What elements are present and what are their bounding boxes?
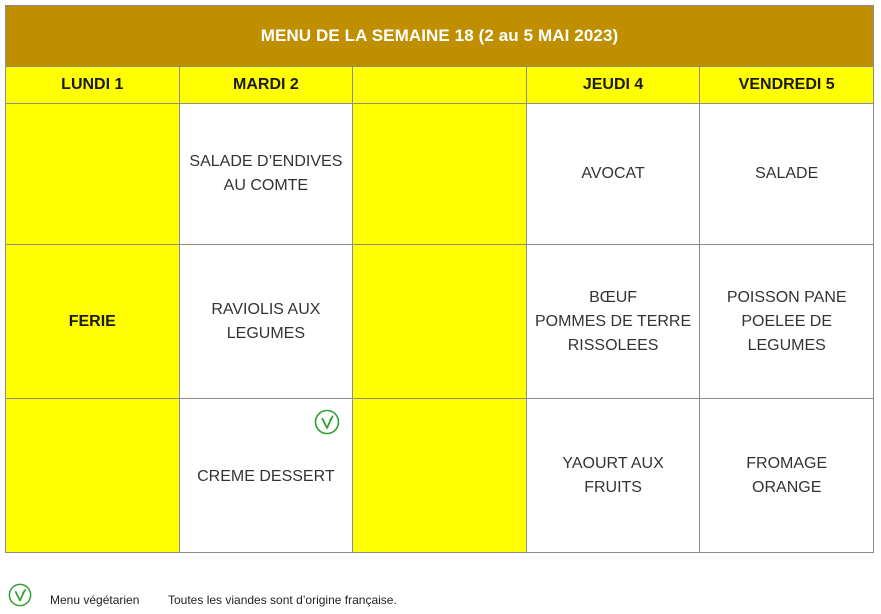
cell-mercredi-dessert <box>353 399 527 553</box>
day-header-jeudi: JEUDI 4 <box>526 67 700 103</box>
menu-line: POISSON PANE <box>726 288 847 306</box>
day-header-lundi: LUNDI 1 <box>6 67 180 103</box>
menu-line: BŒUF <box>589 288 638 306</box>
menu-line: POELEE DE <box>741 312 833 330</box>
menu-line: YAOURT AUX <box>562 454 664 472</box>
cell-vendredi-plat <box>700 245 874 399</box>
menu-line: LEGUMES <box>226 324 306 342</box>
cell-lundi-entree <box>6 103 180 245</box>
veg-cell-wrap <box>180 399 353 552</box>
day-header-mercredi <box>353 67 527 103</box>
menu-line: SALADE <box>755 164 819 182</box>
vegetarian-icon <box>314 409 340 435</box>
menu-line: RAVIOLIS AUX <box>211 300 321 318</box>
cell-lundi-dessert <box>6 399 180 553</box>
menu-line: FROMAGE <box>746 454 828 472</box>
menu-line: RISSOLEES <box>567 336 659 354</box>
menu-line: SALADE D’ENDIVES <box>189 152 343 170</box>
menu-title: MENU DE LA SEMAINE 18 (2 au 5 MAI 2023) <box>6 6 874 67</box>
legend-vegetarian-label: Menu végétarien <box>50 593 140 607</box>
weekly-menu-table <box>5 5 874 553</box>
cell-vendredi-entree <box>700 103 874 245</box>
menu-line: LEGUMES <box>747 336 826 354</box>
cell-jeudi-entree <box>526 103 700 245</box>
cell-vendredi-dessert <box>700 399 874 553</box>
menu-line: AU COMTE <box>223 176 309 194</box>
legend-origin-note: Toutes les viandes sont d’origine française. <box>168 593 397 607</box>
cell-mardi-plat <box>179 245 353 399</box>
menu-line: ORANGE <box>752 478 822 496</box>
cell-mardi-entree <box>179 103 353 245</box>
day-header-mardi: MARDI 2 <box>179 67 353 103</box>
cell-mercredi-plat <box>353 245 527 399</box>
menu-line: AVOCAT <box>581 164 645 182</box>
menu-line: CREME DESSERT <box>197 467 335 485</box>
cell-jeudi-plat <box>526 245 700 399</box>
cell-mercredi-entree <box>353 103 527 245</box>
cell-lundi-ferie: FERIE <box>6 245 180 399</box>
cell-mardi-dessert <box>179 399 353 553</box>
day-header-vendredi: VENDREDI 5 <box>700 67 874 103</box>
vegetarian-icon <box>8 583 32 607</box>
menu-line: FRUITS <box>584 478 642 496</box>
cell-jeudi-dessert <box>526 399 700 553</box>
menu-line: POMMES DE TERRE <box>534 312 692 330</box>
